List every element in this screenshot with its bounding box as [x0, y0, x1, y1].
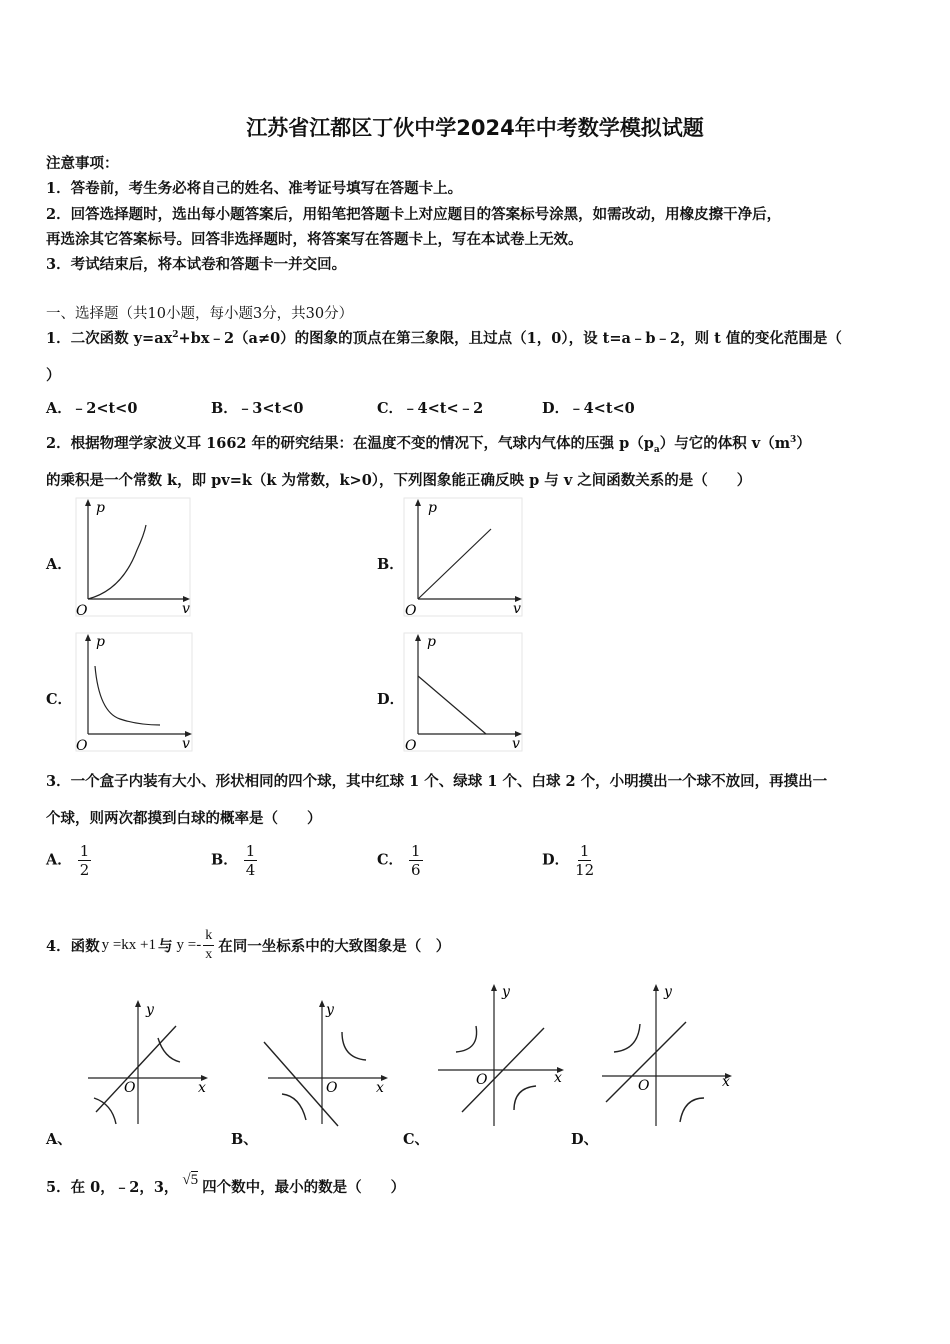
- x-axis-label: v: [512, 736, 520, 752]
- fraction-denominator: x: [205, 947, 213, 962]
- q2-stem: [46, 432, 811, 455]
- notice-item-2-cont: 再选涂其它答案标号。回答非选择题时，将答案写在答题卡上，写在本试卷上无效。: [46, 231, 583, 248]
- y-axis-label: y: [326, 1002, 334, 1018]
- origin-label: O: [405, 603, 417, 619]
- y-axis-arrow-icon: [415, 499, 421, 506]
- q3-option-b-label: B．: [211, 851, 238, 869]
- notice-item-3: 3．考试结束后，将本试卷和答题卡一并交回。: [46, 256, 347, 273]
- q4-label-b: B、: [231, 1131, 258, 1148]
- x-axis-label: v: [513, 601, 521, 617]
- origin-label: O: [76, 738, 88, 754]
- q3-stem-1: 3．一个盒子内装有大小、形状相同的四个球，其中红球 1 个、绿球 1 个、白球 2 个，小明摸出一个球不放回，再摸出一: [46, 773, 828, 790]
- q2-stem-b: ）与它的体积 v（m: [659, 435, 791, 452]
- q5-sqrt: [182, 1172, 198, 1189]
- q2-stem-c: ）: [796, 435, 811, 452]
- q4-mid: 与: [158, 938, 173, 955]
- x-axis-label: x: [722, 1074, 730, 1090]
- q1-stem-close: ）: [46, 367, 61, 384]
- hyperbola-branch-lower: [514, 1086, 536, 1110]
- hyperbola-branch-upper: [342, 1032, 366, 1060]
- q2-label-d: D．: [377, 691, 405, 708]
- q3-option-b-fraction: [244, 842, 258, 879]
- q4-prefix: 4．函数: [46, 938, 100, 955]
- fraction-numerator: 1: [579, 842, 590, 860]
- q5-stem-a: 5．在 0，﹣2，3，: [46, 1179, 179, 1196]
- q3-option-d-label: D．: [542, 851, 570, 869]
- sqrt-symbol-icon: √: [182, 1172, 191, 1188]
- q1-sup: 2: [172, 330, 179, 341]
- q4-f2-a: y =-: [176, 937, 202, 953]
- q2-sub: a: [653, 444, 660, 455]
- y-axis-label: y: [664, 984, 672, 1000]
- q3-option-a-label: A．: [46, 851, 72, 869]
- fraction-numerator: 1: [411, 842, 421, 860]
- y-axis-label: p: [96, 500, 105, 516]
- q3-option-c-label: C．: [377, 851, 404, 869]
- line-increasing: [418, 529, 491, 599]
- q2-graph-d: [400, 630, 528, 755]
- y-axis-label: p: [96, 634, 105, 650]
- q4-f1: y =kx +1: [101, 937, 157, 953]
- curve-increasing: [88, 525, 146, 599]
- line-decreasing: [418, 676, 486, 734]
- q2-stem-a: 2．根据物理学家波义耳 1662 年的研究结果：在温度不变的情况下，气球内气体的压强 p（p: [46, 435, 654, 452]
- origin-label: O: [638, 1078, 650, 1094]
- y-axis-arrow-icon: [85, 634, 91, 641]
- section-heading: 一、选择题（共10小题，每小题3分，共30分）: [46, 306, 354, 322]
- graph-frame: [404, 633, 522, 751]
- x-axis-label: x: [198, 1080, 206, 1096]
- q2-graph-c: [72, 630, 196, 755]
- q4-graph-b: [256, 992, 396, 1132]
- q2-label-c: C．: [46, 691, 73, 708]
- q2-graph-a: [72, 495, 194, 620]
- y-axis-arrow-icon: [85, 499, 91, 506]
- x-axis-label: v: [182, 736, 190, 752]
- fraction-denominator: 2: [79, 861, 90, 879]
- y-axis-label: p: [428, 500, 437, 516]
- q4-label-d: D、: [571, 1131, 599, 1148]
- q4-label-c: C、: [403, 1131, 430, 1148]
- origin-label: O: [476, 1072, 488, 1088]
- y-axis-arrow-icon: [491, 984, 497, 991]
- hyperbola-branch-upper: [614, 1024, 640, 1052]
- q4-f2-fraction: [203, 927, 214, 964]
- graph-frame: [404, 498, 522, 616]
- x-axis-label: x: [554, 1070, 562, 1086]
- x-axis-label: x: [376, 1080, 384, 1096]
- q5-sqrt-radicand: 5: [190, 1172, 199, 1188]
- q1-stem-a: 1．二次函数 y=ax: [46, 330, 173, 347]
- fraction-numerator: 1: [245, 842, 256, 860]
- notice-item-2: 2．回答选择题时，选出每小题答案后，用铅笔把答题卡上对应题目的答案标号涂黑，如需改动，用橡皮擦干净后，: [46, 206, 782, 223]
- q5-stem: [46, 1172, 406, 1197]
- y-axis-arrow-icon: [319, 1000, 325, 1007]
- hyperbola-branch-lower: [282, 1094, 306, 1120]
- y-axis-arrow-icon: [653, 984, 659, 991]
- fraction-denominator: 4: [245, 861, 256, 879]
- q1-option-b: B．﹣3<t<0: [211, 400, 304, 417]
- notice-item-1: 1．答卷前，考生务必将自己的姓名、准考证号填写在答题卡上。: [46, 180, 463, 197]
- fraction-numerator: 1: [79, 842, 90, 860]
- graph-frame: [76, 633, 192, 751]
- origin-label: O: [326, 1080, 338, 1096]
- y-axis-label: y: [146, 1002, 154, 1018]
- q3-option-d: [542, 842, 594, 879]
- q1-stem: [46, 327, 842, 348]
- q2-stem-2: 的乘积是一个常数 k，即 pv=k（k 为常数，k>0），下列图象能正确反映 p 与 v 之间函数关系的是（ ）: [46, 472, 752, 489]
- q3-option-b: [211, 842, 257, 879]
- q5-stem-b: 四个数中，最小的数是（ ）: [202, 1179, 406, 1196]
- q4-graph-c: [432, 976, 572, 1132]
- q3-option-a: [46, 842, 91, 879]
- y-axis-arrow-icon: [135, 1000, 141, 1007]
- fraction-numerator: k: [203, 927, 214, 946]
- origin-label: O: [405, 738, 417, 754]
- y-axis-arrow-icon: [415, 634, 421, 641]
- q3-option-d-fraction: [575, 842, 594, 879]
- notice-heading: 注意事项：: [46, 155, 119, 172]
- q2-sup: 3: [790, 435, 797, 446]
- hyperbola-branch-upper: [456, 1026, 477, 1052]
- graph-frame: [76, 498, 190, 616]
- q4-graph-a: [72, 992, 220, 1132]
- hyperbola-branch-lower: [680, 1098, 704, 1122]
- q1-option-d: D．﹣4<t<0: [542, 400, 635, 417]
- q2-label-a: A．: [46, 556, 72, 573]
- y-axis-label: p: [427, 634, 436, 650]
- fraction-denominator: 6: [411, 861, 421, 879]
- q2-graph-b: [400, 495, 528, 620]
- q4-label-a: A、: [46, 1131, 72, 1148]
- q3-option-c: [377, 842, 423, 879]
- q3-stem-2: 个球，则两次都摸到白球的概率是（ ）: [46, 810, 322, 827]
- q2-label-b: B．: [377, 556, 404, 573]
- origin-label: O: [124, 1080, 136, 1096]
- fraction-denominator: 12: [575, 861, 595, 879]
- q4-stem: [46, 927, 450, 964]
- q4-suffix: 在同一坐标系中的大致图象是（ ）: [218, 938, 451, 955]
- q1-option-c: C．﹣4<t<﹣2: [377, 400, 484, 417]
- q3-option-a-fraction: [78, 842, 92, 879]
- origin-label: O: [76, 603, 88, 619]
- q4-graph-d: [598, 976, 740, 1132]
- curve-inverse: [95, 666, 160, 725]
- page-title: 江苏省江都区丁伙中学2024年中考数学模拟试题: [246, 116, 704, 140]
- q3-option-c-fraction: [409, 842, 423, 879]
- line-graph: [96, 1026, 176, 1112]
- x-axis-label: v: [182, 601, 190, 617]
- y-axis-label: y: [502, 984, 510, 1000]
- q1-option-a: A．﹣2<t<0: [46, 400, 138, 417]
- q1-stem-b: +bx﹣2（a≠0）的图象的顶点在第三象限，且过点（1，0），设 t=a﹣b﹣2，则 t 值的变化范围是（: [178, 330, 842, 347]
